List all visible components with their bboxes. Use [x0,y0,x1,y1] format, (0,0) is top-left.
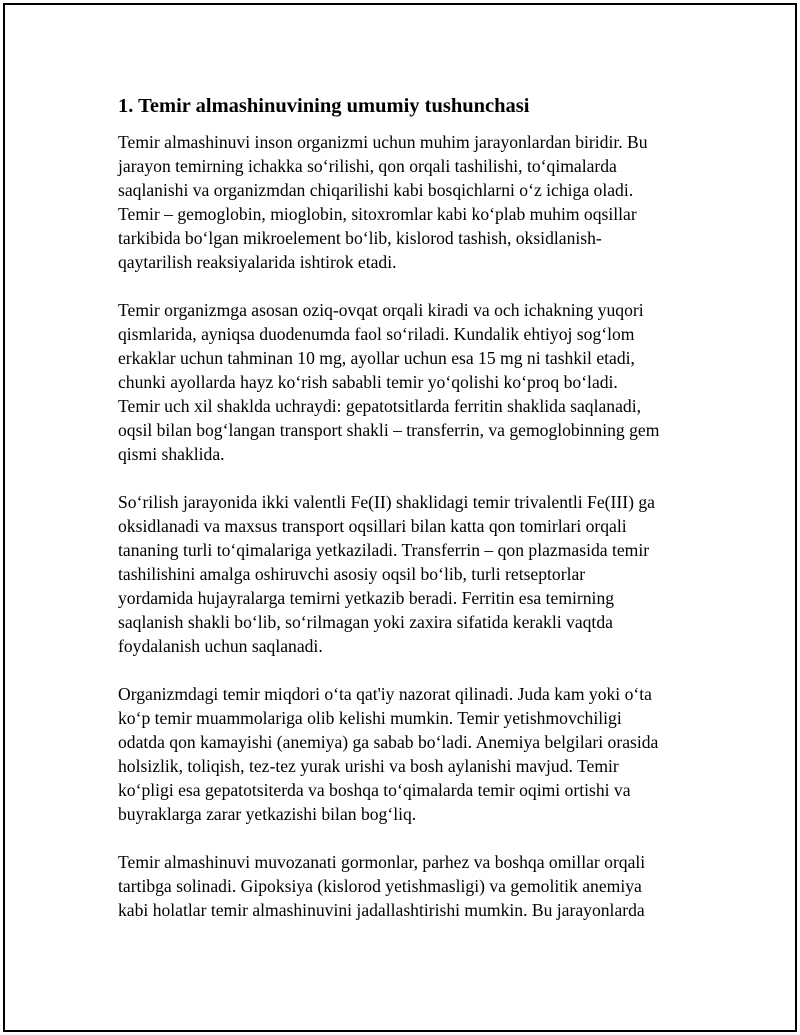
text-line: Temir uch xil shaklda uchraydi: gepatotsitlarda ferritin shaklida saqlanadi, [118,396,641,416]
text-line: qismlarida, ayniqsa duodenumda faol so‘riladi. Kundalik ehtiyoj sog‘lom [118,324,635,344]
text-line: oqsil bilan bog‘langan transport shakli – transferrin, va gemoglobinning gem [118,420,660,440]
text-line: ko‘pligi esa gepatotsiterda va boshqa to‘qimalarda temir oqimi ortishi va [118,780,631,800]
text-line: Organizmdagi temir miqdori o‘ta qat'iy nazorat qilinadi. Juda kam yoki o‘ta [118,684,652,704]
paragraph-1 [118,130,688,274]
paragraph-5 [118,850,688,922]
text-line: Temir almashinuvi inson organizmi uchun muhim jarayonlardan biridir. Bu [118,132,648,152]
text-line: qaytarilish reaksiyalarida ishtirok etadi. [118,252,397,272]
text-line: Temir organizmga asosan oziq-ovqat orqali kiradi va och ichakning yuqori [118,300,644,320]
text-line: saqlanishi va organizmdan chiqarilishi kabi bosqichlarni o‘z ichiga oladi. [118,180,634,200]
text-line: saqlanish shakli bo‘lib, so‘rilmagan yoki zaxira sifatida kerakli vaqtda [118,612,613,632]
text-line: erkaklar uchun tahminan 10 mg, ayollar uchun esa 15 mg ni tashkil etadi, [118,348,635,368]
text-line: odatda qon kamayishi (anemiya) ga sabab bo‘ladi. Anemiya belgilari orasida [118,732,659,752]
text-line: Temir – gemoglobin, mioglobin, sitoxromlar kabi ko‘plab muhim oqsillar [118,204,637,224]
text-line: buyraklarga zarar yetkazishi bilan bog‘liq. [118,804,417,824]
text-line: qismi shaklida. [118,444,225,464]
document-body [118,92,688,946]
paragraph-4 [118,682,688,826]
text-line: holsizlik, toliqish, tez-tez yurak urishi va bosh aylanishi mavjud. Temir [118,756,619,776]
text-line: So‘rilish jarayonida ikki valentli Fe(II) shaklidagi temir trivalentli Fe(III) ga [118,492,655,512]
text-line: kabi holatlar temir almashinuvini jadallashtirishi mumkin. Bu jarayonlarda [118,900,645,920]
text-line: ko‘p temir muammolariga olib kelishi mumkin. Temir yetishmovchiligi [118,708,622,728]
text-line: jarayon temirning ichakka so‘rilishi, qon orqali tashilishi, to‘qimalarda [118,156,617,176]
text-line: chunki ayollarda hayz ko‘rish sababli temir yo‘qolishi ko‘proq bo‘ladi. [118,372,618,392]
text-line: tananing turli to‘qimalariga yetkaziladi. Transferrin – qon plazmasida temir [118,540,650,560]
text-line: Temir almashinuvi muvozanati gormonlar, parhez va boshqa omillar orqali [118,852,646,872]
text-line: yordamida hujayralarga temirni yetkazib beradi. Ferritin esa temirning [118,588,615,608]
text-line: tartibga solinadi. Gipoksiya (kislorod yetishmasligi) va gemolitik anemiya [118,876,642,896]
text-line: tarkibida bo‘lgan mikroelement bo‘lib, kislorod tashish, oksidlanish- [118,228,602,248]
section-heading: 1. Temir almashinuvining umumiy tushunchasi [118,95,530,117]
paragraph-3 [118,490,688,658]
text-line: foydalanish uchun saqlanadi. [118,636,323,656]
paragraph-2 [118,298,688,466]
text-line: tashilishini amalga oshiruvchi asosiy oqsil bo‘lib, turli retseptorlar [118,564,586,584]
text-line: oksidlanadi va maxsus transport oqsillari bilan katta qon tomirlari orqali [118,516,627,536]
